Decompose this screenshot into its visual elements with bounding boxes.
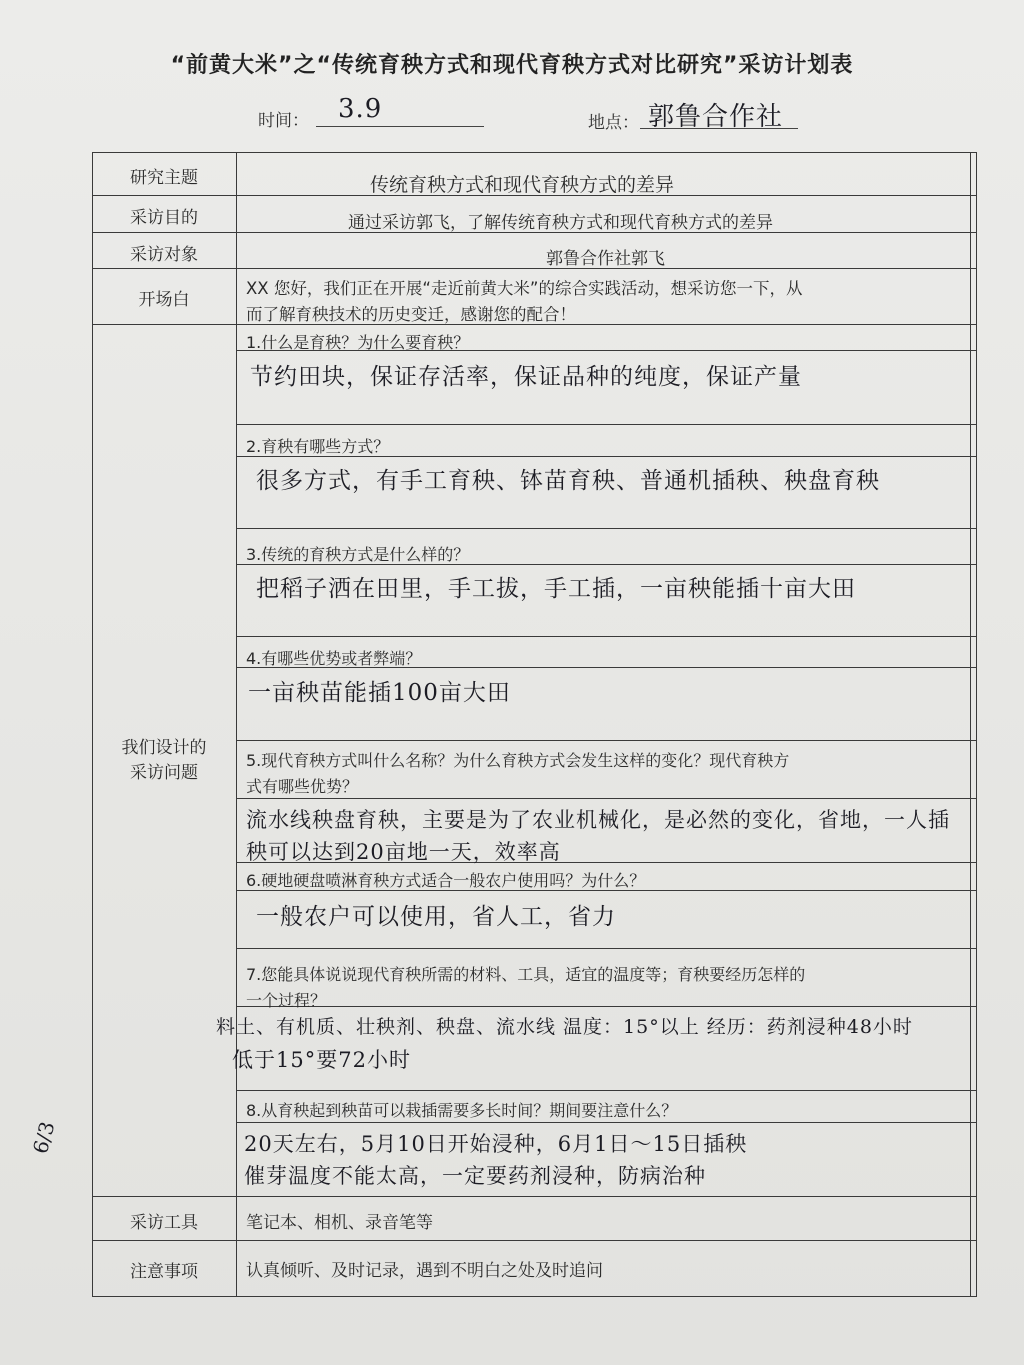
time-value: 3.9 [338, 94, 383, 124]
row-line [92, 268, 977, 269]
q-divider [236, 1090, 976, 1091]
purpose-value: 通过采访郭飞，了解传统育秧方式和现代育秧方式的差异 [348, 213, 773, 233]
opening-line-1: XX 您好，我们正在开展“走近前黄大米”的综合实践活动，想采访您一下，从 [246, 279, 803, 298]
question-2: 2.育秧有哪些方式？ [246, 437, 390, 456]
time-underline [316, 126, 484, 127]
q-divider [236, 948, 976, 949]
q-divider [236, 636, 976, 637]
target-value: 郭鲁合作社郭飞 [546, 249, 665, 269]
questions-label-line-2: 采访问题 [130, 763, 198, 783]
q-divider [236, 424, 976, 425]
tools-value: 笔记本、相机、录音笔等 [246, 1213, 433, 1233]
table-top-border [92, 152, 977, 153]
answer-6: 一般农户可以使用，省人工，省力 [256, 904, 616, 930]
question-7-line-1: 7.您能具体说说现代育秧所需的材料、工具，适宜的温度等；育秧要经历怎样的 [246, 965, 806, 984]
question-1: 1.什么是育秧？为什么要育秧？ [246, 333, 470, 352]
answer-8-line-1: 20天左右，5月10日开始浸种，6月1日～15日插秧 [244, 1132, 748, 1156]
question-8: 8.从育秧起到秧苗可以栽插需要多长时间？期间要注意什么？ [246, 1101, 678, 1120]
answer-2: 很多方式，有手工育秧、钵苗育秧、普通机插秧、秧盘育秧 [256, 468, 880, 494]
time-label: 时间： [258, 111, 309, 131]
answer-7-line-2: 低于15°要72小时 [232, 1048, 411, 1072]
answer-4: 一亩秧苗能插100亩大田 [248, 680, 511, 706]
place-value: 郭鲁合作社 [648, 102, 784, 132]
question-4: 4.有哪些优势或者弊端？ [246, 649, 422, 668]
question-5-line-1: 5.现代育秧方式叫什么名称？为什么育秧方式会发生这样的变化？现代育秧方 [246, 751, 790, 770]
answer-3: 把稻子洒在田里，手工拔，手工插，一亩秧能插十亩大田 [256, 576, 856, 602]
row-line [92, 1196, 977, 1197]
topic-label: 研究主题 [130, 168, 198, 188]
answer-5-line-2: 秧可以达到20亩地一天，效率高 [246, 840, 561, 864]
question-5-line-2: 式有哪些优势？ [246, 777, 359, 796]
row-line [92, 1240, 977, 1241]
opening-line-2: 而了解育秧技术的历史变迁，感谢您的配合！ [246, 305, 576, 324]
question-3: 3.传统的育秧方式是什么样的？ [246, 545, 470, 564]
answer-8-line-2: 催芽温度不能太高，一定要药剂浸种，防病治种 [244, 1164, 706, 1188]
answer-5-line-1: 流水线秧盘育秧，主要是为了农业机械化，是必然的变化，省地，一人插 [246, 808, 950, 832]
purpose-label: 采访目的 [130, 208, 198, 228]
tools-label: 采访工具 [130, 1213, 198, 1233]
q5-answer-line [236, 798, 976, 799]
q7-answer-line [236, 1006, 976, 1007]
opening-label: 开场白 [138, 290, 190, 310]
answer-7-line-1: 料土、有机质、壮秧剂、秧盘、流水线 温度：15°以上 经历：药剂浸种48小时 [216, 1016, 913, 1038]
document-title: “前黄大米”之“传统育秧方式和现代育秧方式对比研究”采访计划表 [170, 53, 854, 78]
questions-label-line-1: 我们设计的 [121, 738, 207, 758]
q-divider [236, 528, 976, 529]
table-bottom-border [92, 1296, 977, 1297]
q-divider [236, 740, 976, 741]
question-7-line-2: 一个过程？ [246, 991, 327, 1010]
margin-note: 6/3 [28, 1118, 60, 1157]
place-label: 地点： [588, 113, 639, 133]
answer-1: 节约田块，保证存活率，保证品种的纯度，保证产量 [250, 364, 802, 390]
q8-answer-line [236, 1122, 976, 1123]
topic-value: 传统育秧方式和现代育秧方式的差异 [370, 174, 675, 196]
question-6: 6.硬地硬盘喷淋育秧方式适合一般农户使用吗？为什么？ [246, 871, 646, 890]
notes-label: 注意事项 [130, 1262, 198, 1282]
questions-label [92, 736, 236, 786]
notes-value: 认真倾听、及时记录，遇到不明白之处及时追问 [246, 1261, 603, 1281]
target-label: 采访对象 [130, 245, 198, 265]
